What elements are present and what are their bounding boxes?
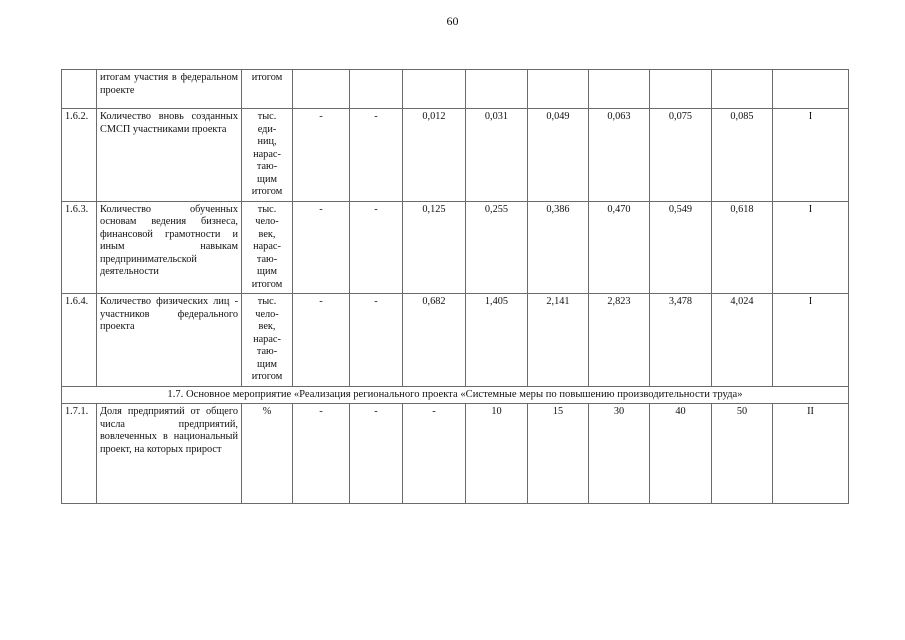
unit-line: нарас-	[253, 241, 281, 252]
value-cell: -	[403, 404, 466, 504]
unit-line: щим	[257, 173, 277, 185]
value-cell: 0,049	[528, 109, 589, 202]
page-number: 60	[446, 14, 459, 28]
value-cell: -	[293, 294, 350, 387]
unit-line: итогом	[251, 72, 283, 83]
value-cell: -	[350, 294, 403, 387]
table-row	[62, 70, 849, 109]
value-cell: 0,012	[403, 109, 466, 202]
value-cell: 40	[650, 404, 712, 504]
unit-cell	[242, 201, 293, 294]
value-cell: 3,478	[650, 294, 712, 387]
value-cell: 0,085	[712, 109, 773, 202]
value-cell: 0,386	[528, 201, 589, 294]
value-cell: 0,125	[403, 201, 466, 294]
unit-line: тыс.	[257, 203, 277, 215]
table-row	[62, 386, 849, 404]
value-cell: 0,063	[589, 109, 650, 202]
indicator-number-cell	[62, 70, 97, 109]
table-row	[62, 109, 849, 202]
unit-line: таю-	[256, 161, 278, 172]
value-cell	[773, 70, 849, 109]
table-body	[62, 70, 849, 504]
value-cell: 2,823	[589, 294, 650, 387]
indicator-number-cell: 1.6.2.	[62, 109, 97, 202]
value-cell: 4,024	[712, 294, 773, 387]
table-row	[62, 404, 849, 504]
value-cell: -	[293, 201, 350, 294]
value-cell: 2,141	[528, 294, 589, 387]
unit-line: итогом	[251, 186, 283, 197]
unit-line: итогом	[251, 278, 283, 290]
indicator-name-cell: Количество физических лиц - участников федерального проекта	[97, 294, 242, 387]
indicator-name-cell: итогам участия в федеральном проекте	[97, 70, 242, 109]
table-row	[62, 294, 849, 387]
value-cell: -	[350, 404, 403, 504]
indicators-table	[61, 69, 849, 504]
unit-line: чело-	[255, 216, 279, 227]
unit-cell	[242, 294, 293, 387]
unit-line: щим	[257, 266, 277, 277]
indicator-name-cell: Количество обученных основам ведения бизнеса, финансовой грамотности и иным навыкам предпринимательской деятельности	[97, 201, 242, 294]
value-cell: 15	[528, 404, 589, 504]
unit-cell	[242, 70, 293, 109]
indicator-number-cell: 1.6.4.	[62, 294, 97, 387]
value-cell: -	[293, 109, 350, 202]
unit-line: тыс.	[257, 111, 277, 122]
value-cell	[350, 70, 403, 109]
value-cell	[293, 70, 350, 109]
unit-cell	[242, 404, 293, 504]
unit-line: таю-	[256, 253, 278, 265]
value-cell	[403, 70, 466, 109]
section-header-cell: 1.7. Основное мероприятие «Реализация регионального проекта «Системные меры по повышению производительности труда»	[62, 386, 849, 404]
value-cell: 0,618	[712, 201, 773, 294]
value-cell: 0,075	[650, 109, 712, 202]
value-cell: -	[350, 201, 403, 294]
unit-line: тыс.	[257, 296, 277, 307]
value-cell: 50	[712, 404, 773, 504]
value-cell: 30	[589, 404, 650, 504]
unit-line: нарас-	[253, 333, 281, 345]
value-cell: I	[773, 201, 849, 294]
value-cell: 0,549	[650, 201, 712, 294]
indicator-name-cell: Количество вновь созданных СМСП участниками проекта	[97, 109, 242, 202]
value-cell: 0,470	[589, 201, 650, 294]
unit-line: век,	[258, 321, 276, 332]
value-cell	[650, 70, 712, 109]
indicator-number-cell: 1.7.1.	[62, 404, 97, 504]
value-cell: -	[350, 109, 403, 202]
unit-line: щим	[257, 358, 277, 370]
unit-cell	[242, 109, 293, 202]
unit-line: таю-	[256, 346, 278, 357]
unit-line: %	[262, 406, 272, 417]
value-cell	[712, 70, 773, 109]
value-cell: 0,682	[403, 294, 466, 387]
value-cell: I	[773, 109, 849, 202]
value-cell: 1,405	[466, 294, 528, 387]
value-cell: 0,031	[466, 109, 528, 202]
value-cell: -	[293, 404, 350, 504]
unit-line: век,	[258, 228, 276, 240]
unit-line: чело-	[255, 308, 279, 320]
value-cell: II	[773, 404, 849, 504]
table-row	[62, 201, 849, 294]
value-cell: I	[773, 294, 849, 387]
indicator-number-cell: 1.6.3.	[62, 201, 97, 294]
unit-line: ниц,	[257, 136, 277, 147]
unit-line: нарас-	[253, 148, 281, 160]
indicator-name-cell: Доля предприятий от общего числа предприятий, вовлеченных в национальный проект, на которых прирост	[97, 404, 242, 504]
unit-line: еди-	[257, 123, 277, 135]
value-cell	[589, 70, 650, 109]
value-cell	[528, 70, 589, 109]
unit-line: итогом	[251, 371, 283, 382]
value-cell: 10	[466, 404, 528, 504]
value-cell	[466, 70, 528, 109]
value-cell: 0,255	[466, 201, 528, 294]
